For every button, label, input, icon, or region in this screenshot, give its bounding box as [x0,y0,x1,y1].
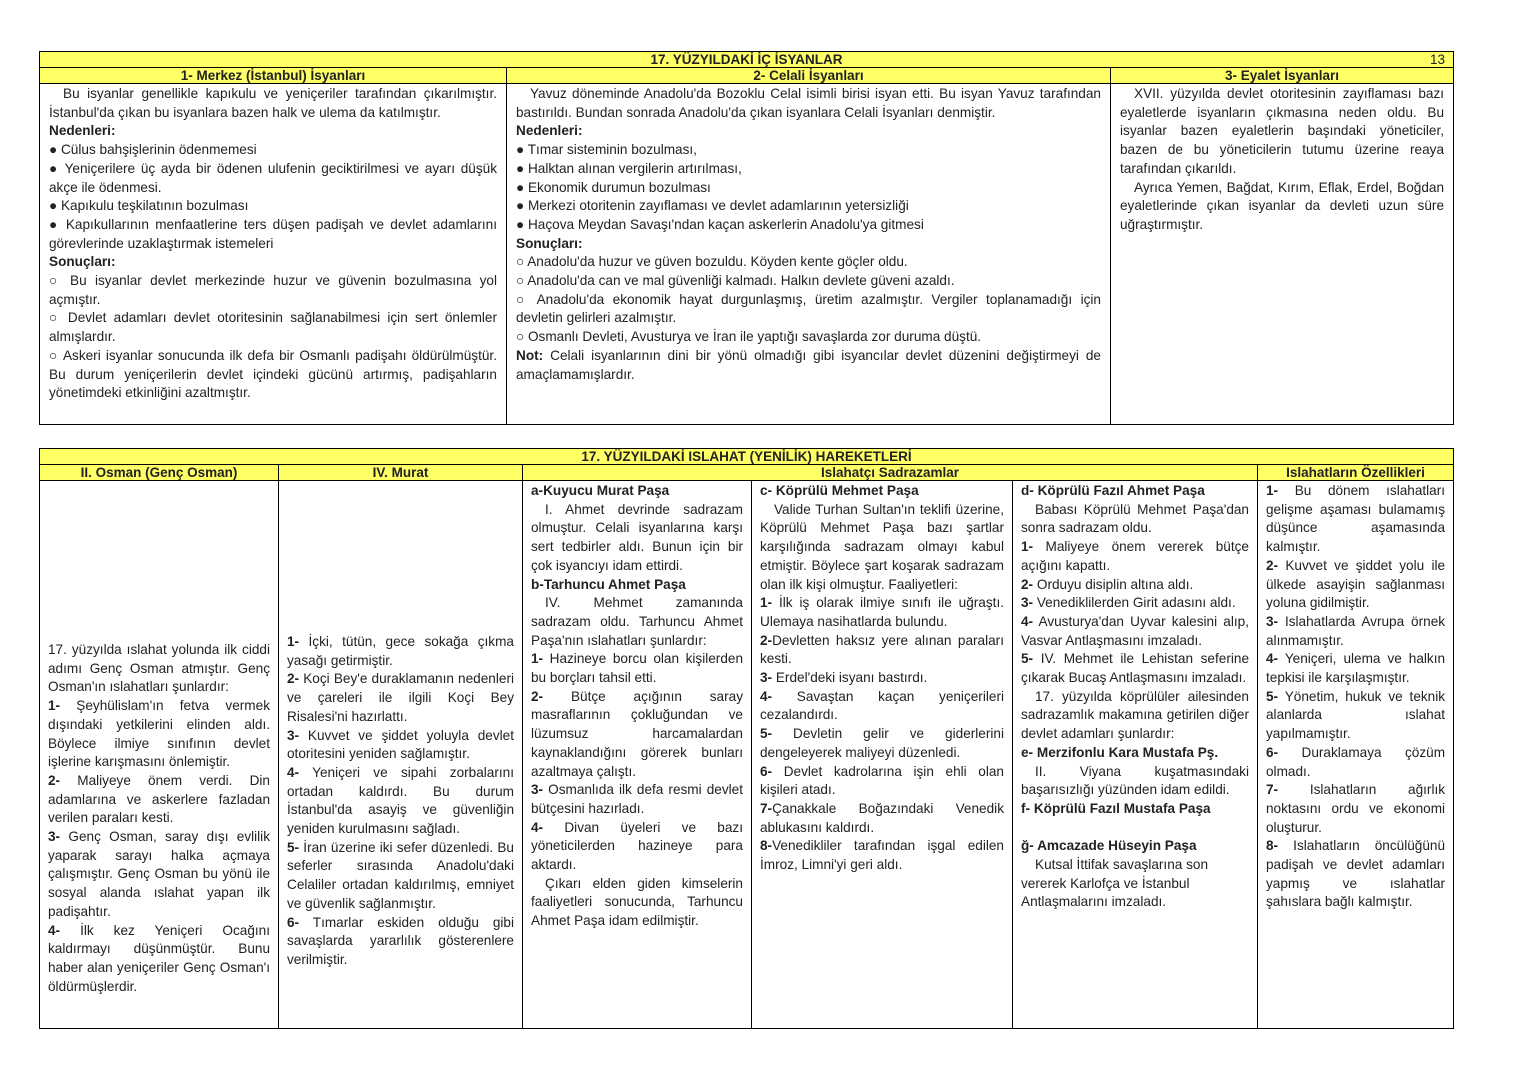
item-text: Maliyeye önem verdi. Din adamlarına ve askerlere fazladan verilen paraları kesti. [48,772,270,826]
koprulu-fazil-cell [1013,481,1258,1029]
osman-item [48,697,270,772]
murat-item [287,914,514,970]
item-text: Yeniçeri ve sipahi zorbalarını ortadan kaldırdı. Bu durum İstanbul'da asayiş ve güvenliğin yeniden kurulmasını sağladı. [287,764,514,837]
reforms-table [39,448,1454,1029]
feature-item [1266,781,1445,837]
item-text: Şeyhülislam'ın fetva vermek dışındaki yetkilerini elinden aldı. Böylece ilmiye sınıfının devlet işlerine karışmasını önlemiştir. [48,698,270,770]
item-text: Avusturya'dan Uyvar kalesini alıp, Vasvar Antlaşmasını imzaladı. [1021,613,1249,648]
merkez-results-heading: Sonuçları: [49,254,116,270]
item-text: Bu dönem ıslahatları gelişme aşaması bulamamış düşünce aşamasında kalmıştır. [1266,483,1446,555]
item-text: Kuvvet ve şiddet yolu ile ülkede asayişin sağlanması yoluna gidilmiştir. [1266,557,1446,611]
murat-item [287,727,514,764]
osman-item [48,772,270,828]
revolts-table [39,51,1454,425]
tarhuncu-item [531,650,743,687]
merkez-cause: ● Yeniçerilere üç ayda bir ödenen ulufenin geciktirilmesi ve ayarı düşük akçe ile ödenmesi. [49,160,497,195]
koprulu-mehmet-intro: Valide Turhan Sultan'ın teklifi üzerine, Köprülü Mehmet Paşa bazı şartlar karşılığında sadrazam olmayı kabul etmiştir. Böylece şart koşarak sadrazam olan ilk kişi olmuştur. Faaliyetleri: [760,501,1004,592]
koprulu-fazil-outro: 17. yüzyılda köprülüler ailesinden sadrazamlık makamına getirilen diğer devlet adamları şunlardır: [1021,688,1249,742]
item-number: 2- [48,772,61,788]
item-text: Bütçe açığının saray masraflarının çokluğundan ve lüzumsuz harcamalardan kaynaklandığını görerek bunları azaltmaya çalıştı. [531,688,743,779]
item-text: Maliyeye önem vererek bütçe açığını kapattı. [1021,539,1249,573]
kuyucu-title: a-Kuyucu Murat Paşa [531,483,670,498]
item-text: Devlet kadrolarına işin ehli olan kişileri atadı. [760,763,1004,798]
celali-result: ○ Anadolu'da huzur ve güven bozuldu. Köyden kente göçler oldu. [516,254,908,270]
merkez-cause: ● Cülus bahşişlerinin ödenmemesi [49,142,257,158]
koprulu-fazil-item [1021,538,1249,575]
feature-item [1266,613,1445,650]
page-number: 13 [1429,52,1446,67]
koprulu-mehmet-item [760,632,1004,669]
item-text: Venedikliler tarafından işgal edilen İmroz, Limni'yi geri aldı. [760,838,1004,873]
koprulu-fazil-item [1021,650,1249,687]
item-number: 5- [760,726,773,742]
merkez-cause: ● Kapıkullarının menfaatlerine ters düşen padişah ve devlet adamlarını görevlerinde uzaklaştırmak istemeleri [49,216,497,251]
murat-item [287,670,514,726]
eyalet-paragraph: Ayrıca Yemen, Bağdat, Kırım, Eflak, Erdel, Boğdan eyaletlerinde çıkan isyanlar da devleti uzun süre uğraştırmıştır. [1120,179,1445,232]
merkez-result: ○ Bu isyanlar devlet merkezinde huzur ve güvenin bozulmasına yol açmıştır. [49,273,497,307]
koprulu-fazil-item [1021,613,1249,650]
celali-results-heading: Sonuçları: [516,235,583,251]
kuyucu-text: I. Ahmet devrinde sadrazam olmuştur. Celali isyanlarına karşı sert tedbirler aldı. Bunun için bir çok isyancıyı idam ettirdi. [531,501,743,573]
item-text: Islahatların öncülüğünü padişah ve devlet adamları yapmış ve ıslahatlar şahıslara bağlı kalmıştır. [1266,838,1446,910]
celali-cause: ● Halktan alınan vergilerin artırılması, [516,160,742,176]
item-text: Hazineye borcu olan kişilerden bu borçları tahsil etti. [531,651,743,686]
osman-cell [40,481,279,1029]
amcazade-text: Kutsal İttifak savaşlarına son vererek Karlofça ve İstanbul Antlaşmalarını imzaladı. [1021,857,1209,910]
item-number: 2- [760,632,773,648]
feature-item [1266,482,1445,557]
item-text: Çanakkale Boğazındaki Venedik ablukasını kaldırdı. [760,800,1004,835]
item-number: 2- [531,688,544,704]
celali-intro: Yavuz döneminde Anadolu'da Bozoklu Celal isimli birisi isyan etti. Bu isyan Yavuz tarafından bastırıldı. Bundan sonrada Anadolu'da çıkan isyanlara Celali İsyanları denmiştir. [516,86,1101,120]
celali-result: ○ Anadolu'da can ve mal güvenliği kalmadı. Halkın devlete güveni azaldı. [516,273,955,289]
koprulu-mehmet-item [760,837,1004,874]
merkez-causes-heading: Nedenleri: [49,123,116,139]
item-text: İlk kez Yeniçeri Ocağını kaldırmayı düşünmüştür. Bunu haber alan yeniçeriler Genç Osman'ı öldürmüşlerdir. [48,922,270,994]
item-text: Savaştan kaçan yeniçerileri cezalandırdı. [760,688,1004,723]
celali-note-label: Not: [516,347,544,363]
spacer [1021,819,1249,838]
item-number: 6- [760,763,773,779]
item-number: 8- [1266,838,1279,854]
col-eyalet-header: 3- Eyalet İsyanları [1111,68,1454,84]
koprulu-mehmet-cell [752,481,1013,1029]
col-merkez-header: 1- Merkez (İstanbul) İsyanları [40,68,507,84]
celali-causes-heading: Nedenleri: [516,123,583,139]
item-text: Orduyu disiplin altına aldı. [1033,576,1194,592]
item-text: Islahatlarda Avrupa örnek alınmamıştır. [1266,613,1446,648]
col-features-header: Islahatların Özellikleri [1258,465,1454,481]
merzifonlu-text: II. Viyana kuşatmasındaki başarısızlığı yüzünden idam edildi. [1021,763,1249,798]
koprulu-fazil-item [1021,576,1249,595]
koprulu-mehmet-title: c- Köprülü Mehmet Paşa [760,483,919,498]
koprulu-mehmet-item [760,800,1004,837]
koprulu-fazil-item [1021,594,1249,613]
item-text: İçki, tütün, gece sokağa çıkma yasağı getirmiştir. [287,634,514,668]
koprulu-mehmet-item [760,763,1004,800]
feature-item [1266,744,1445,781]
revolts-title: 17. YÜZYILDAKİ İÇ İSYANLAR [650,52,843,67]
feature-item [1266,837,1445,912]
merkez-result: ○ Devlet adamları devlet otoritesinin sağlanabilmesi için sert önlemler almışlardır. [49,310,497,345]
celali-note-text: Celali isyanlarının dini bir yönü olmadığı gibi isyancılar devlet düzenini değiştirmeyi de amaçlamamışlardır. [516,347,1101,382]
item-number: 8- [760,838,773,854]
celali-cause: ● Haçova Meydan Savaşı'ndan kaçan askerlerin Anadolu'ya gitmesi [516,216,924,232]
koprulu-mehmet-item [760,594,1004,631]
murat-item [287,839,514,914]
feature-item [1266,688,1445,744]
tarhuncu-outro: Çıkarı elden giden kimselerin faaliyetleri sonucunda, Tarhuncu Ahmet Paşa idam edilmiştir. [531,875,743,929]
item-number: 6- [287,914,300,930]
murat-item [287,764,514,839]
item-number: 4- [760,688,773,704]
item-text: Duraklamaya çözüm olmadı. [1266,744,1446,779]
item-text: Yeniçeri, ulema ve halkın tepkisi ile karşılaşmıştır. [1266,651,1446,686]
item-number: 1- [48,698,61,714]
item-number: 2- [1021,576,1034,592]
celali-result: ○ Osmanlı Devleti, Avusturya ve İran ile yaptığı savaşlarda zor duruma düştü. [516,329,982,345]
item-text: Osmanlıda ilk defa resmi devlet bütçesini hazırladı. [531,782,743,816]
feature-item [1266,650,1445,687]
celali-result: ○ Anadolu'da ekonomik hayat durgunlaşmış, üretim azalmıştır. Vergiler toplanamadığı için devletin gelirleri azalmıştır. [516,291,1101,326]
item-number: 3- [531,782,544,798]
eyalet-cell [1111,84,1454,425]
item-number: 4- [531,819,544,835]
item-text: IV. Mehmet ile Lehistan seferine çıkarak Bucaş Antlaşmasını imzaladı. [1021,651,1249,686]
item-text: İlk iş olarak ilmiye sınıfı ile uğraştı. Ulemaya nasihatlarda bulundu. [760,595,1004,629]
murat-cell [279,481,523,1029]
item-number: 2- [1266,557,1279,573]
item-text: Divan üyeleri ve bazı yöneticilerden hazineye para aktardı. [531,819,743,873]
item-text: Devletin gelir ve giderlerini dengeleyerek maliyeyi düzenledi. [760,726,1004,760]
tarhuncu-item [531,781,743,818]
merzifonlu-title: e- Merzifonlu Kara Mustafa Pş. [1021,744,1219,760]
celali-note [516,347,1101,384]
item-number: 3- [1266,613,1279,629]
item-number: 7- [1266,782,1279,798]
koprulu-mehmet-item [760,669,1004,688]
item-number: 3- [48,829,61,845]
merkez-result: ○ Askeri isyanlar sonucunda ilk defa bir Osmanlı padişahı öldürülmüştür. Bu durum yeniçerilerin devlet içindeki gücünü artırmış, padişahların yönetimdeki etkinliğini azaltmıştır. [49,347,497,401]
celali-cell [507,84,1111,425]
reforms-title: 17. YÜZYILDAKİ ISLAHAT (YENİLİK) HAREKETLERİ [40,449,1454,465]
features-cell [1258,481,1454,1029]
item-number: 1- [1266,483,1279,498]
eyalet-paragraph: XVII. yüzyılda devlet otoritesinin zayıflaması bazı eyaletlerde isyanların çıkmasına neden oldu. Bu isyanlar bazen eyaletlerin başındaki yöneticiler, bazen de bu yöneticilerin tutumu üzerine reaya tarafından çıkarıldı. [1120,86,1445,176]
item-text: Kuvvet ve şiddet yoluyla devlet otoritesini yeniden sağlamıştır. [287,727,514,762]
koprulu-mehmet-item [760,725,1004,762]
item-text: Islahatların ağırlık noktasını ordu ve ekonomi oluşturur. [1266,782,1446,835]
merkez-intro: Bu isyanlar genellikle kapıkulu ve yeniçeriler tarafından çıkarılmıştır. İstanbul'da çıkan bu isyanlara bazen halk ve ulema da katılmıştır. [49,86,497,120]
item-number: 3- [1021,595,1034,611]
revolts-title-cell [40,52,1454,68]
item-number: 3- [287,727,300,743]
item-number: 5- [1021,651,1034,667]
item-number: 5- [1266,688,1279,704]
item-number: 1- [760,595,773,611]
tarhuncu-title: b-Tarhuncu Ahmet Paşa [531,576,686,592]
celali-cause: ● Ekonomik durumun bozulması [516,179,711,195]
osman-item [48,922,270,997]
item-text: Koçi Bey'e duraklamanın nedenleri ve çareleri ile ilgili Koçi Bey Risalesi'ni hazırlattı. [287,671,514,724]
item-text: İran üzerine iki sefer düzenledi. Bu seferler sırasında Anadolu'daki Celaliler ortadan kaldırılmış, emniyet ve güvenlik sağlanmıştır. [287,839,514,911]
col-murat-header: IV. Murat [279,465,523,481]
item-number: 3- [760,670,773,686]
item-number: 1- [287,634,300,649]
item-text: Devletten haksız yere alınan paraları kesti. [760,632,1004,667]
celali-cause: ● Merkezi otoritenin zayıflaması ve devlet adamlarının yetersizliği [516,198,909,214]
murat-item [287,633,514,670]
kuyucu-tarhuncu-cell [523,481,752,1029]
item-number: 5- [287,839,300,855]
col-osman-header: II. Osman (Genç Osman) [40,465,279,481]
feature-item [1266,557,1445,613]
item-number: 4- [1266,651,1279,667]
item-text: Erdel'deki isyanı bastırdı. [772,670,928,686]
merkez-cell [40,84,507,425]
merkez-cause: ● Kapıkulu teşkilatının bozulması [49,198,249,214]
fazil-mustafa-title: f- Köprülü Fazıl Mustafa Paşa [1021,800,1211,816]
item-number: 4- [48,922,61,938]
osman-item [48,828,270,922]
item-number: 4- [287,764,300,780]
item-text: Yönetim, hukuk ve teknik alanlarda ıslahat yapılmamıştır. [1266,688,1446,742]
amcazade-title: ğ- Amcazade Hüseyin Paşa [1021,838,1197,854]
item-number: 6- [1266,744,1279,760]
item-number: 4- [1021,613,1034,629]
item-text: Tımarlar eskiden olduğu gibi savaşlarda yararlılık gösterenlere verilmiştir. [287,914,514,967]
tarhuncu-item [531,819,743,875]
tarhuncu-intro: IV. Mehmet zamanında sadrazam oldu. Tarhuncu Ahmet Paşa'nın ıslahatları şunlardır: [531,595,743,648]
col-celali-header: 2- Celali İsyanları [507,68,1111,84]
item-text: Genç Osman, saray dışı evlilik yaparak sarayı halka açmaya çalışmıştır. Genç Osman bu yönü ile sosyal alanda ıslahat yapan ilk padişahtır. [48,829,270,919]
item-number: 1- [531,651,544,667]
celali-cause: ● Tımar sisteminin bozulması, [516,142,697,158]
item-number: 2- [287,671,300,687]
item-text: Venediklilerden Girit adasını aldı. [1033,595,1236,611]
item-number: 7- [760,800,773,816]
tarhuncu-item [531,688,743,782]
item-number: 1- [1021,539,1034,555]
koprulu-fazil-intro: Babası Köprülü Mehmet Paşa'dan sonra sadrazam oldu. [1021,501,1249,536]
osman-intro: 17. yüzyılda ıslahat yolunda ilk ciddi adımı Genç Osman atmıştır. Genç Osman'ın ıslahatları şunlardır: [48,642,270,695]
col-sadrazam-header: Islahatçı Sadrazamlar [523,465,1258,481]
koprulu-fazil-title: d- Köprülü Fazıl Ahmet Paşa [1021,483,1205,498]
koprulu-mehmet-item [760,688,1004,725]
